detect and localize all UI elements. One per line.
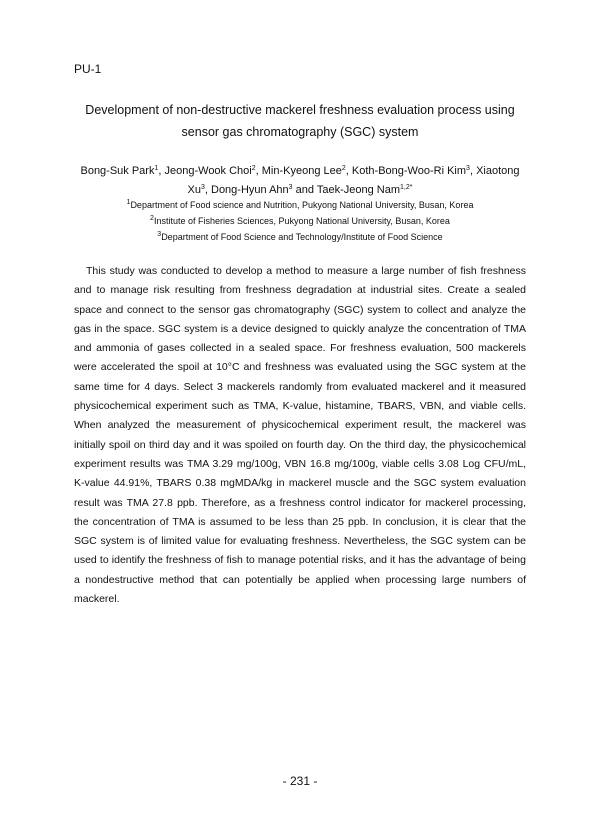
page-number: - 231 -: [282, 774, 318, 788]
author-affiliation-mark: 2: [341, 165, 346, 172]
affiliation-line: $^3$Department of Food Science and Technology/Institute of Food Science: [157, 231, 443, 242]
author-affiliation-mark: 3: [200, 184, 205, 191]
author-name: Jeong-Wook Choi$^2$: [164, 165, 256, 177]
author-name: Dong-Hyun Ahn$^3$: [211, 184, 293, 196]
author-affiliation-mark: 2: [251, 165, 256, 172]
abstract-body: This study was conducted to develop a method to measure a large number of fish freshness and to manage risk resulting from freshness degradation at industrial sites. Create a sealed space and connect to the sensor gas chromatography (SGC) system to collect and analyze the gas in the space. SGC system is a device designed to quickly analyze the concentration of TMA and ammonia of gases collected in a sealed space. For freshness evaluation, 500 mackerels were accelerated the spoil at 10°C and freshness was evaluated using the SGC system at the same time for 4 days. Select 3 mackerels randomly from evaluated mackerel and it measured physicochemical experiment such as TMA, K-value, histamine, TBARS, VBN, and viable cells. When analyzed the measurement of physicochemical experiment result, the mackerel was initially spoil on third day and it was spoiled on fourth day. On the third day, the physicochemical experiment results was TMA 3.29 mg/100g, VBN 16.8 mg/100g, viable cells 3.08 Log CFU/mL, K-value 44.91%, TBARS 0.38 mgMDA/kg in mackerel muscle and the SGC system evaluation result was TMA 27.8 ppb. Therefore, as a freshness control indicator for mackerel processing, the concentration of TMA is assumed to be less than 25 ppb. In conclusion, it is clear that the SGC system is of limited value for evaluating freshness. Nevertheless, the SGC system can be used to identify the freshness of fish to manage potential risks, and it has the advantage of being a nondestructive method that can potentially be applied when processing large numbers of mackerel.: [74, 265, 526, 606]
title-line-1: Development of non-destructive mackerel freshness evaluation process using: [85, 103, 515, 117]
author-name: Xiaotong Xu$^3$: [187, 165, 520, 196]
author-name: Taek-Jeong Nam$^{1,2*}$: [316, 184, 413, 196]
author-affiliation-mark: 1,2*: [400, 184, 413, 191]
author-name: Bong-Suk Park$^1$: [80, 165, 159, 177]
affiliation-line: $^2$Institute of Fisheries Sciences, Pukyong National University, Busan, Korea: [150, 215, 450, 226]
author-affiliation-mark: 3: [288, 184, 293, 191]
affiliation-mark: 1: [126, 199, 131, 206]
author-name: Koth-Bong-Woo-Ri Kim$^3$: [351, 165, 470, 177]
abstract-code: PU-1: [74, 62, 102, 76]
paper-title: [40, 99, 560, 143]
affiliation-mark: 3: [157, 231, 162, 238]
author-list: Bong-Suk Park$^1$, Jeong-Wook Choi$^2$, Min-Kyeong Lee$^2$, Koth-Bong-Woo-Ri Kim$^3$, Xiaotong Xu$^3$, Dong-Hyun Ahn$^3$ and Taek-Jeong Nam$^{1,2*}$: [80, 165, 520, 196]
author-affiliation-mark: 3: [466, 165, 470, 172]
affiliation-line: $^1$Department of Food science and Nutrition, Pukyong National University, Busan, Korea: [126, 199, 474, 210]
affiliation-list: [40, 197, 560, 245]
affiliation-mark: 2: [150, 215, 154, 222]
author-name: Min-Kyeong Lee$^2$: [261, 165, 346, 177]
author-affiliation-mark: 1: [154, 165, 159, 172]
title-line-2: sensor gas chromatography (SGC) system: [181, 125, 419, 139]
